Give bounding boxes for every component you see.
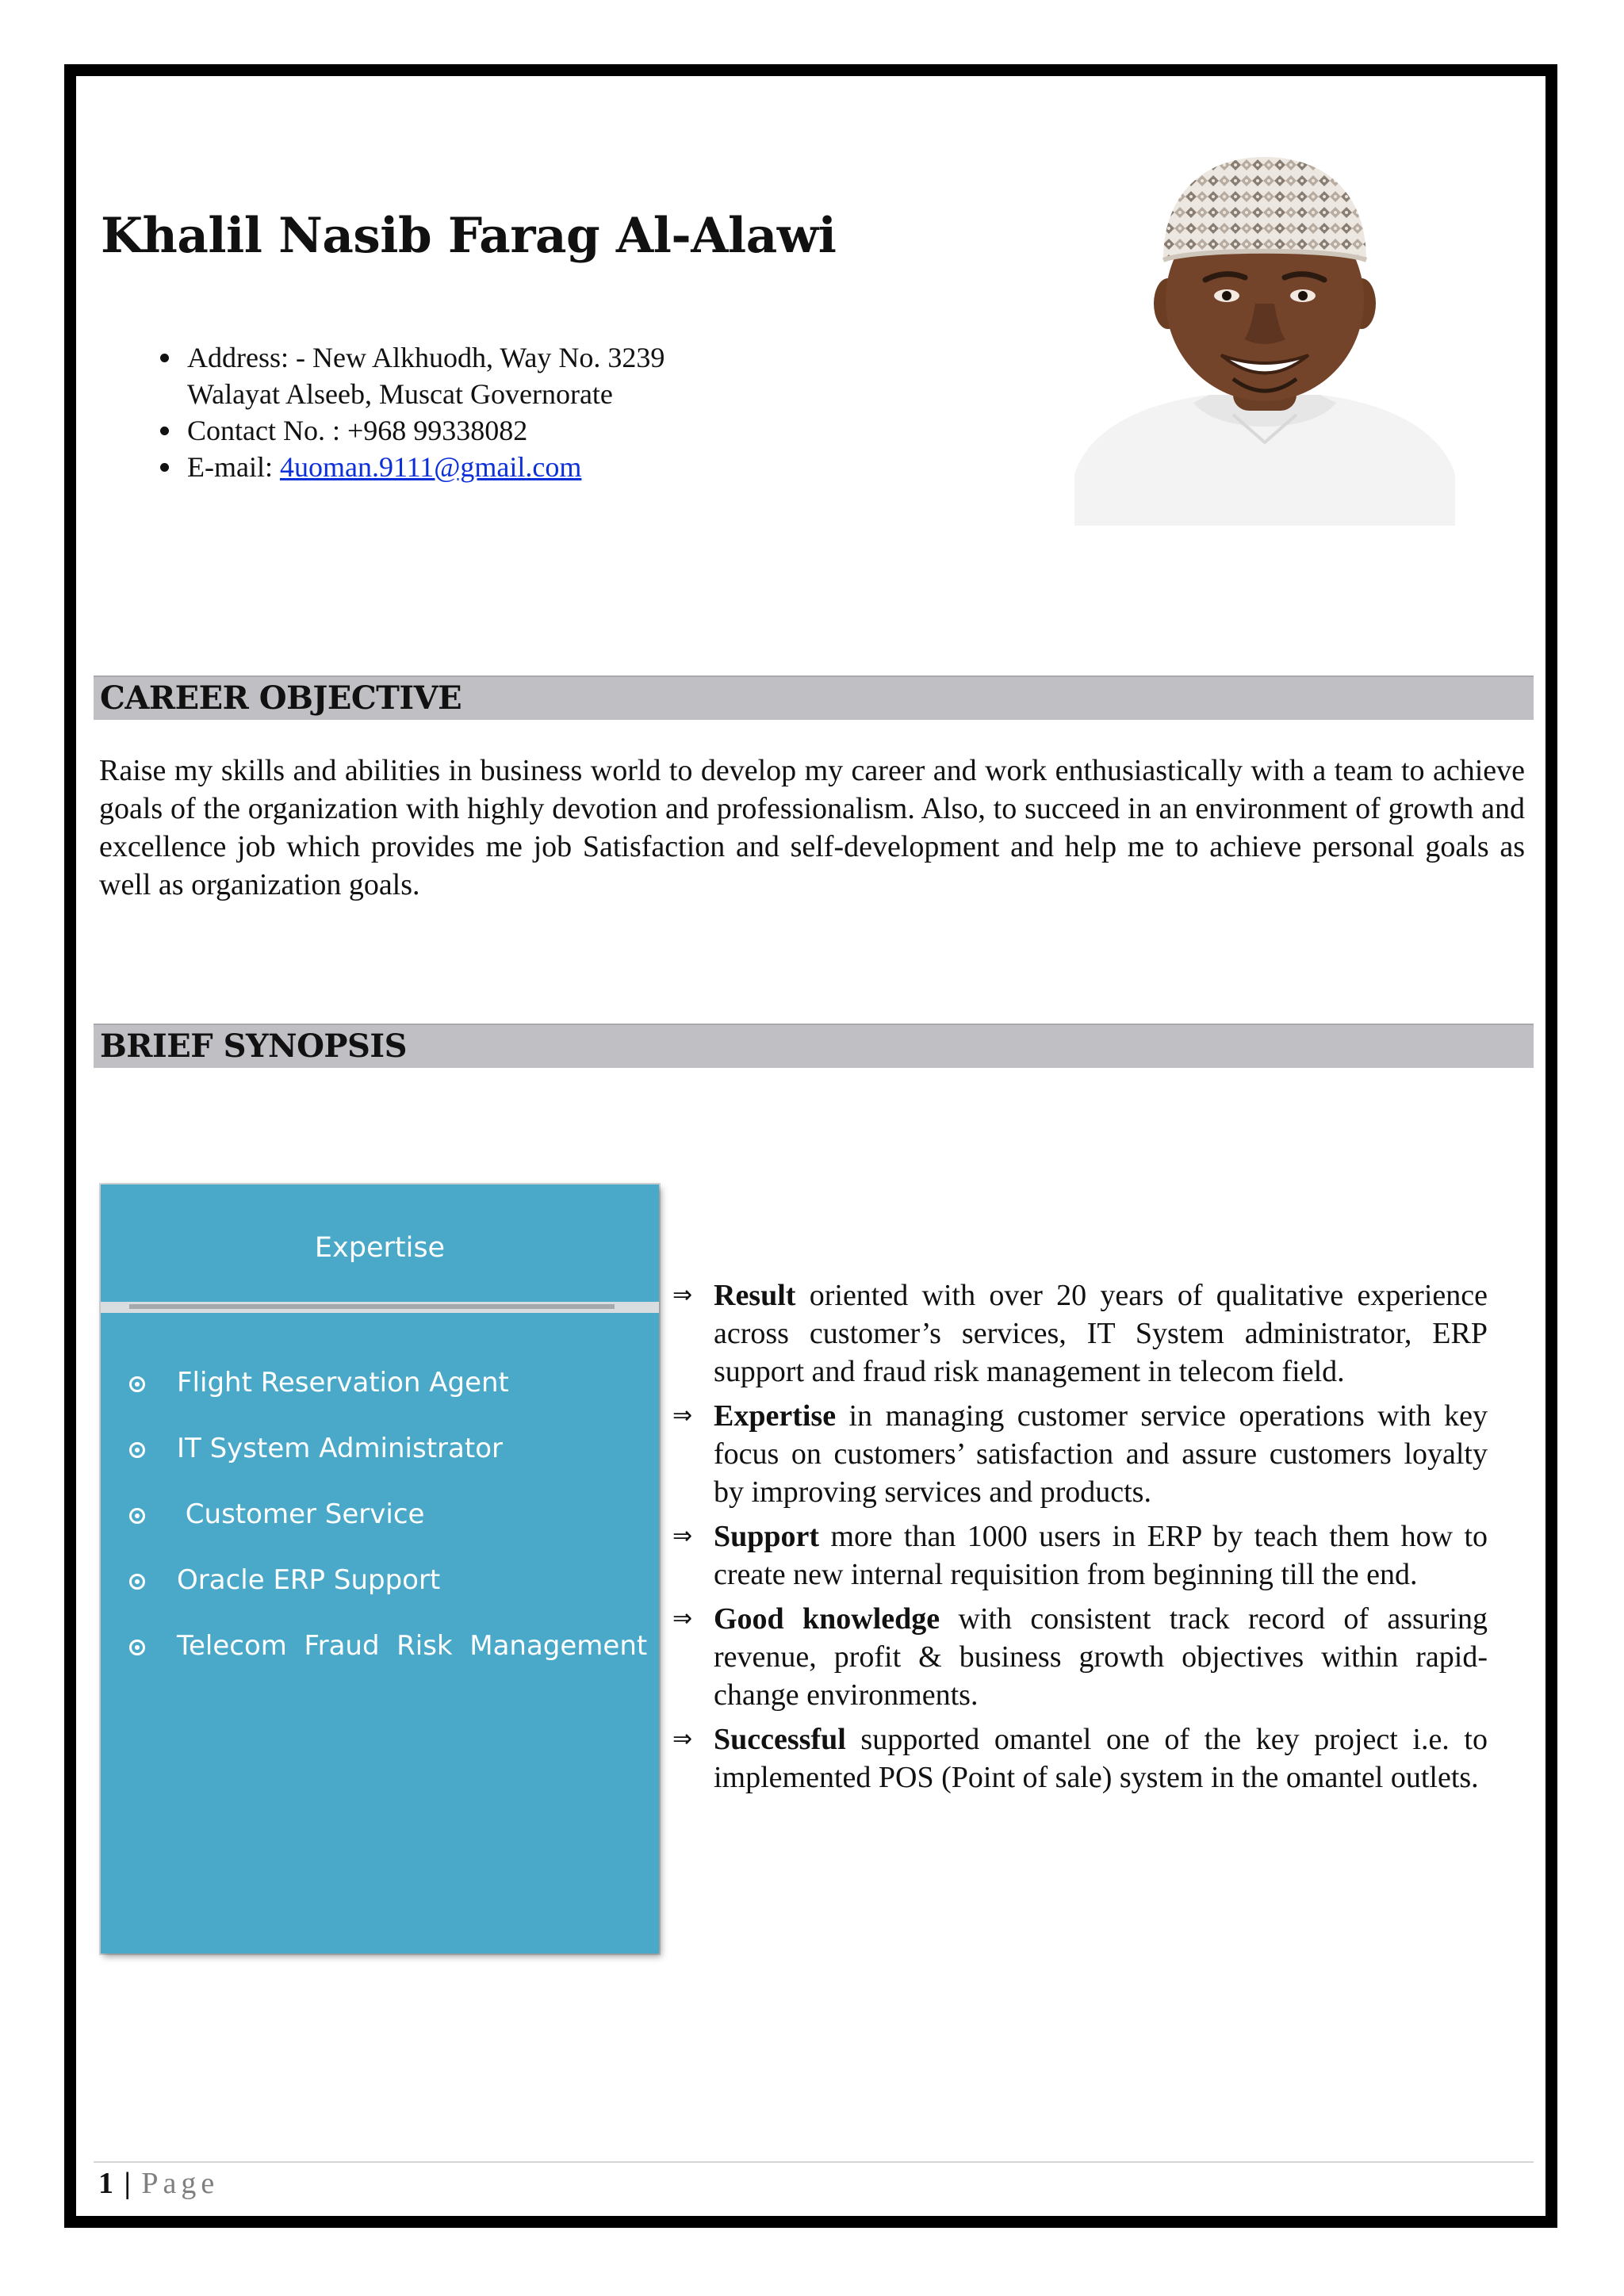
circle-bullet-icon [129,1508,145,1524]
expertise-item-label: IT System Administrator [177,1433,503,1464]
contact-address [159,339,665,412]
synopsis-item [672,1720,1488,1797]
synopsis-text: supported omantel one of the key project i.e. to implemented POS (Point of sale) system in the omantel outlets. [714,1723,1488,1794]
email-link[interactable]: 4uoman.9111@gmail.com [279,451,582,483]
candidate-name: Khalil Nasib Farag Al-Alawi [101,208,837,264]
career-objective-title: CAREER OBJECTIVE [100,679,462,717]
synopsis-item [672,1276,1488,1391]
synopsis-item [672,1600,1488,1714]
expertise-title: Expertise [314,1232,446,1264]
address-line-1: Address: - New Alkhuodh, Way No. 3239 [187,342,665,373]
page-label: Page [141,2167,220,2200]
expertise-item [101,1367,659,1433]
synopsis-lead: Support [714,1520,820,1553]
bullet-icon [160,463,169,472]
circle-bullet-icon [129,1640,145,1655]
synopsis-text: more than 1000 users in ERP by teach them how to create new internal requisition from beginning till the end. [714,1520,1488,1591]
footer-separator: | [124,2167,131,2200]
synopsis-text: in managing customer service operations with key focus on customers’ satisfaction and assure customers loyalty by improving services and products. [714,1399,1488,1509]
synopsis-lead: Result [714,1279,796,1312]
synopsis-lead: Successful [714,1723,846,1756]
expertise-item [101,1433,659,1498]
expertise-item-label: Telecom Fraud Risk Management [177,1630,648,1662]
profile-photo [1074,141,1455,526]
synopsis-item [672,1517,1488,1594]
expertise-item-label: Customer Service [177,1498,425,1530]
synopsis-lead: Expertise [714,1399,837,1433]
expertise-card [101,1184,659,1954]
contact-list [159,339,665,485]
footer-divider [94,2161,1534,2163]
page-footer [98,2166,219,2201]
circle-bullet-icon [129,1376,145,1392]
synopsis-lead: Good knowledge [714,1602,940,1636]
phone-text: Contact No. : +968 99338082 [187,415,528,446]
double-arrow-icon: ⇒ [672,1522,693,1550]
bullet-icon [160,354,169,362]
expertise-item [101,1564,659,1630]
email-label: E-mail: [187,451,280,483]
expertise-item-label: Oracle ERP Support [177,1564,441,1596]
career-objective-text: Raise my skills and abilities in business world to develop my career and work enthusiastically with a team to achieve goals of the organization with highly devotion and professionalism. Also, to succeed in an environment of growth and excellence job which provides me job Satisfaction and self-development and help me to achieve personal goals as well as organization goals. [99,754,1525,901]
expertise-divider [101,1302,659,1313]
contact-phone [159,412,665,449]
synopsis-text: oriented with over 20 years of qualitative experience across customer’s services, IT System administrator, ERP support and fraud risk management in telecom field. [714,1279,1488,1388]
expertise-item-label: Flight Reservation Agent [177,1367,509,1399]
double-arrow-icon: ⇒ [672,1605,693,1632]
double-arrow-icon: ⇒ [672,1281,693,1309]
synopsis-item [672,1397,1488,1511]
expertise-item [101,1498,659,1564]
expertise-list [101,1367,659,1696]
bullet-icon [160,427,169,435]
profile-photo-illustration [1074,141,1455,526]
address-line-2: Walayat Alseeb, Muscat Governorate [187,378,613,410]
brief-synopsis-header [94,1024,1534,1068]
brief-synopsis-title: BRIEF SYNOPSIS [100,1027,407,1065]
expertise-card-header [101,1184,659,1302]
synopsis-text: with consistent track record of assuring revenue, profit & business growth objectives within rapid-change environments. [714,1602,1488,1712]
page-number: 1 [98,2167,113,2200]
circle-bullet-icon [129,1574,145,1590]
career-objective-header [94,675,1534,720]
contact-email [159,449,665,485]
synopsis-list [672,1276,1488,1803]
circle-bullet-icon [129,1442,145,1458]
expertise-item [101,1630,659,1696]
double-arrow-icon: ⇒ [672,1725,693,1753]
double-arrow-icon: ⇒ [672,1402,693,1429]
